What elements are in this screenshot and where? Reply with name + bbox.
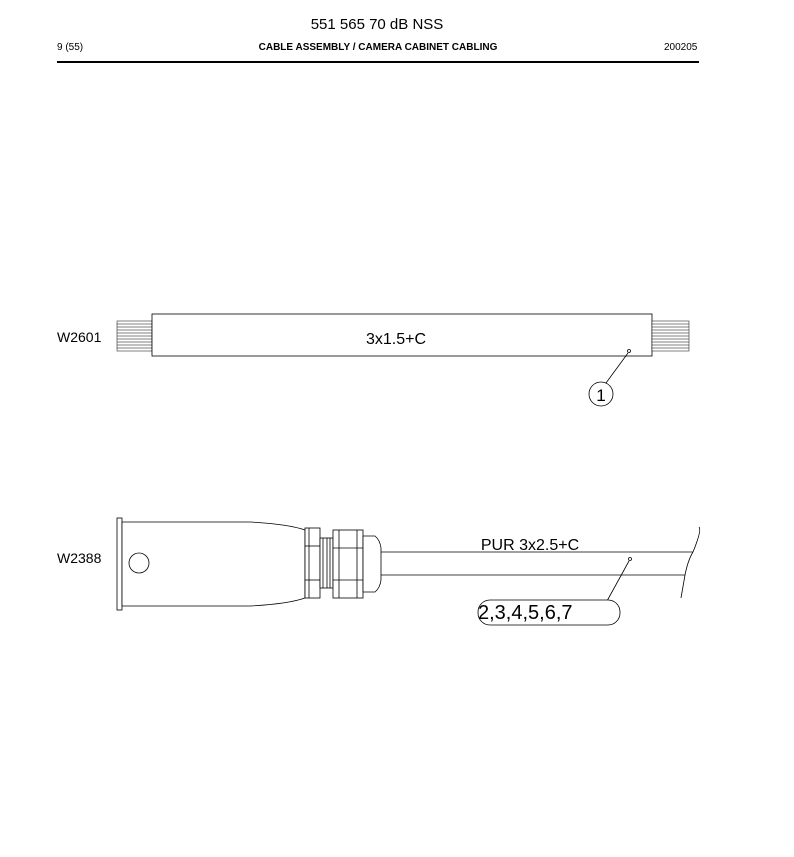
cable-break-mark-lower — [685, 552, 693, 575]
item-callout-numbers: 2,3,4,5,6,7 — [478, 602, 573, 624]
connector-body — [122, 522, 305, 606]
leader-line — [607, 561, 629, 601]
leader-dot — [628, 350, 631, 353]
right-conductor-strands — [652, 321, 689, 351]
gland-cap — [363, 536, 381, 592]
cable-spec-w2388: PUR 3x2.5+C — [480, 537, 580, 554]
date-code: 200205 — [664, 42, 698, 53]
hex-nut-2 — [333, 530, 363, 598]
left-conductor-strands — [117, 321, 152, 351]
thread-section — [320, 538, 333, 588]
page-number: 9 (55) — [57, 42, 84, 53]
cable-break-tail — [681, 575, 685, 598]
cable-id-w2601: W2601 — [57, 329, 102, 345]
cable-w2388-drawing — [117, 518, 700, 625]
cable-spec-w2601: 3x1.5+C — [365, 331, 427, 348]
leader-dot — [629, 558, 632, 561]
document-title: 551 565 70 dB NSS — [310, 16, 444, 33]
hex-nut-1 — [305, 528, 320, 598]
item-callout-number: 1 — [596, 386, 606, 405]
cable-id-w2388: W2388 — [57, 550, 102, 566]
cable-break-mark — [693, 527, 700, 552]
connector-flange — [117, 518, 122, 610]
section-title: CABLE ASSEMBLY / CAMERA CABINET CABLING — [258, 42, 498, 53]
connector-hole — [129, 553, 149, 573]
leader-line — [606, 353, 628, 383]
